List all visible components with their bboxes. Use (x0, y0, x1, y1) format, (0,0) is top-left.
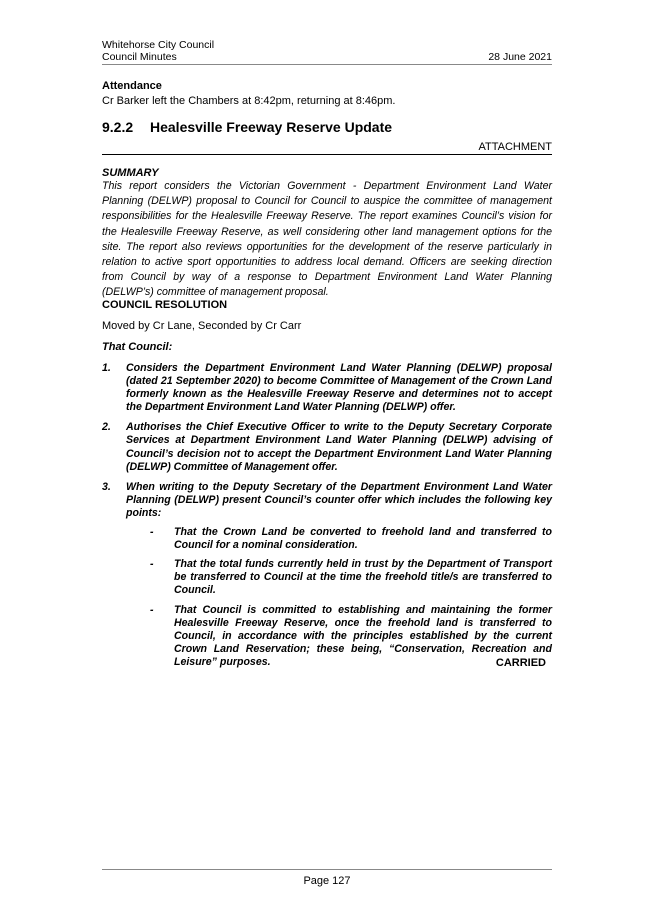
footer-divider (102, 869, 552, 870)
sub-point-text: That the total funds currently held in trust by the Department of Transport be transferred to Council at the time the freehold title/s are transferred to Council. (174, 558, 552, 597)
attachment-label: ATTACHMENT (478, 141, 552, 153)
sub-point-dash: - (150, 558, 154, 571)
sub-point (126, 558, 552, 597)
sub-point (126, 604, 552, 669)
resolution-item (102, 421, 552, 473)
sub-point (126, 526, 552, 552)
sub-point-dash: - (150, 603, 154, 616)
page-header (102, 39, 552, 63)
item-text: Authorises the Chief Executive Officer to write to the Deputy Secretary Corporate Services at Department Environment Land Water Planning (DELWP) advising of Council’s decision not to accept the Department Environment Land Water Planning (DELWP) Committee of Management offer. (126, 421, 552, 473)
summary-heading: SUMMARY (102, 167, 159, 179)
section-divider (102, 154, 552, 155)
sub-point-text: That Council is committed to establishing and maintaining the former Healesville Freeway Reserve, once the freehold land is transferred to Council, in accordance with the principles established by the current Crown Land Reservation; these being, “Conservation, Recreation and Leisure” purposes. (174, 603, 552, 668)
moved-by: Moved by Cr Lane, Seconded by Cr Carr (102, 320, 302, 332)
attendance-text: Cr Barker left the Chambers at 8:42pm, returning at 8:46pm. (102, 95, 396, 107)
resolution-item (102, 362, 552, 414)
header-org: Whitehorse City Council (102, 39, 215, 51)
header-divider (102, 64, 552, 65)
carried-label: CARRIED (495, 657, 546, 669)
summary-text: This report considers the Victorian Government - Department Environment Land Water Planning (DELWP) proposal to Council for Council to auspice the committee of management responsibilities for the Healesville Freeway Reserve. The report examines Council’s vision for the Healesville Freeway Reserve, as well considering other land management options for the site. The report also reviews opportunities for the development of the reserve particularly in relation to active sport opportunities to address local demand. Officers are seeking direction from Council by way of a response to Department Environment Land Water Planning (DELWP’s) committee of management proposal. (102, 180, 552, 299)
sub-point-dash: - (150, 526, 154, 539)
resolution-intro: That Council: (102, 341, 173, 353)
page-number: Page 127 (303, 875, 351, 887)
resolution-heading: COUNCIL RESOLUTION (102, 299, 228, 311)
resolution-item (102, 481, 552, 669)
section-title-text: Healesville Freeway Reserve Update (150, 119, 393, 135)
header-date: 28 June 2021 (488, 51, 552, 63)
item-number: 3. (102, 480, 111, 493)
section-number: 9.2.2 (102, 119, 134, 135)
sub-point-text: That the Crown Land be converted to freehold land and transferred to Council for a nominal consideration. (174, 526, 552, 552)
item-number: 2. (102, 421, 111, 434)
resolution-list (102, 362, 552, 676)
attendance-heading: Attendance (102, 80, 162, 92)
section-title (102, 119, 392, 135)
header-doc: Council Minutes (102, 51, 177, 63)
item-number: 1. (102, 362, 111, 374)
item-text: Considers the Department Environment Land Water Planning (DELWP) proposal (dated 21 September 2020) to become Committee of Management of the Crown Land formerly known as the Healesville Freeway Reserve and determines not to accept the Department Environment Land Water Planning (DELWP) offer. (126, 362, 552, 414)
item-text: When writing to the Deputy Secretary of the Department Environment Land Water Planning (DELWP) present Council’s counter offer which includes the following key points: (126, 480, 552, 519)
